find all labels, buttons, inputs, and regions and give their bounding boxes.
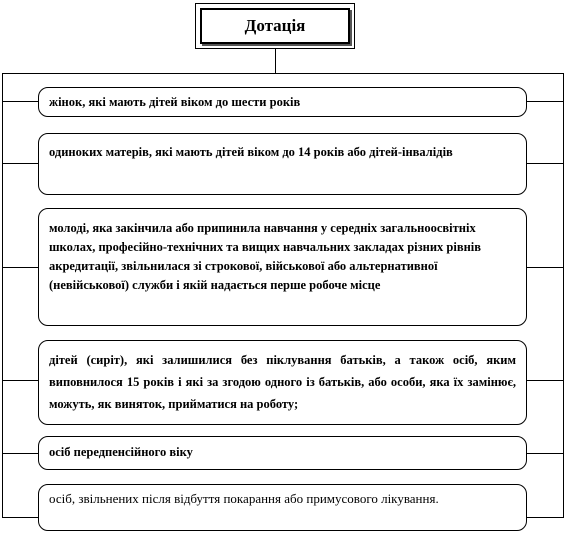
- branch-right-6: [527, 517, 564, 518]
- title-box: [195, 3, 355, 49]
- branch-right-5: [527, 453, 564, 454]
- category-box-2: [38, 133, 527, 195]
- category-box-3: [38, 208, 527, 326]
- category-text-5: осіб передпенсійного віку: [49, 445, 193, 459]
- category-text-1: жінок, які мають дітей віком до шести років: [49, 95, 301, 109]
- title-text: Дотація: [200, 8, 350, 44]
- branch-right-1: [527, 101, 564, 102]
- category-text-4: дітей (сиріт), які залишилися без піклування батьків, а також осіб, яким виповнилося 15 років і які за згодою одного із батьків, або особи, яка їх замінює, можуть, як виняток, прийматися на роботу;: [49, 353, 516, 411]
- category-text-3: молоді, яка закінчила або припинила навчання у середніх загальноосвітніх школах, професійно-технічних та вищих навчальних закладах різних рівнів акредитації, звільнилася зі строкової, військової або альтернативної (невійськової) служби і якій надається перше робоче місце: [49, 221, 482, 292]
- category-box-6: [38, 484, 527, 531]
- title-connector: [275, 49, 276, 73]
- category-text-6: осіб, звільнених після відбуття покарання або примусового лікування.: [49, 491, 439, 506]
- branch-left-5: [2, 453, 38, 454]
- branch-right-3: [527, 267, 564, 268]
- branch-left-6: [2, 517, 38, 518]
- top-rail: [2, 73, 564, 74]
- category-box-4: [38, 340, 527, 425]
- branch-left-4: [2, 380, 38, 381]
- category-text-2: одиноких матерів, які мають дітей віком до 14 років або дітей-інвалідів: [49, 145, 453, 159]
- category-box-1: [38, 87, 527, 117]
- branch-left-3: [2, 267, 38, 268]
- branch-right-4: [527, 380, 564, 381]
- left-rail: [2, 73, 3, 518]
- branch-left-1: [2, 101, 38, 102]
- right-rail: [563, 73, 564, 518]
- branch-right-2: [527, 163, 564, 164]
- category-box-5: [38, 436, 527, 470]
- branch-left-2: [2, 163, 38, 164]
